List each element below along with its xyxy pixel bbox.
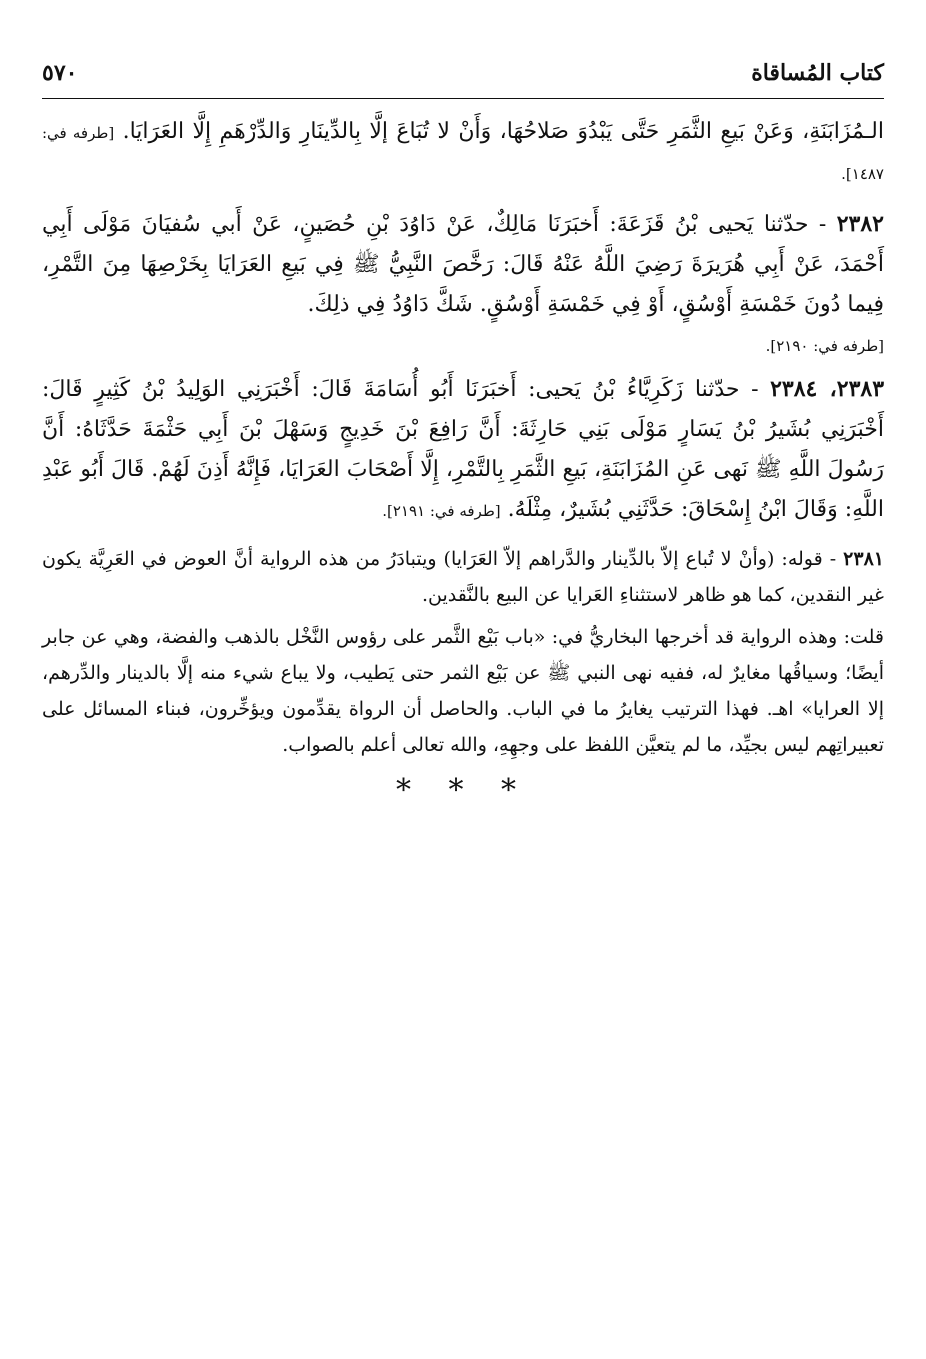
cross-reference: [طرفه في: ٢١٩١]. <box>382 502 501 520</box>
hadith-text: - حدّثنا زَكَرِيَّاءُ بْنُ يَحيى: أَخبَرَنَا أَبُو أُسَامَةَ قَالَ: أَخْبَرَنِي الوَلِيدُ بْنُ كَثِيرٍ قَالَ: أَخْبَرَنِي بُشَيرُ بْنُ يَسَارٍ مَوْلَى بَنِي حَارِثَةَ: أَنَّ رَافِعَ بْنَ خَدِيجٍ وَسَهْلَ بْنَ أَبِي حَثْمَةَ حَدَّثَاهُ: أَنَّ رَسُولَ اللَّهِ ﷺ نَهى عَنِ المُزَابَنَةِ، بَيعِ الثَّمَرِ بِالتَّمْرِ، إِلَّا أَصْحَابَ العَرَايَا، فَإِنَّهُ أَذِنَ لَهُمْ. قَالَ أَبُو عَبْدِ اللَّهِ: وَقَالَ ابْنُ إِسْحَاقَ: حَدَّثَنِي بُشَيرٌ، مِثْلَهُ. <box>42 377 884 522</box>
commentary-paragraph <box>42 619 884 763</box>
hadith-number: ٢٣٨٢ <box>836 211 884 237</box>
commentary-text: - قوله: (وأنْ لا تُباع إلاّ بالدِّينار والدَّراهم إلاّ العَرَايا) ويتبادَرُ من هذه الرواية أنَّ العوض في العَرِيَّة يكون غير النقدين، كما هو ظاهر لاستثناءِ العَرايا عن البيع بالنَّقدين. <box>42 548 884 606</box>
hadith-paragraph <box>42 204 884 325</box>
commentary-number: ٢٣٨١ <box>843 548 884 570</box>
page-header <box>42 58 884 99</box>
hadith-text: - حدّثنا يَحيى بْنُ قَزَعَةَ: أَخبَرَنَا مَالِكٌ، عَنْ دَاوُدَ بْنِ حُصَينٍ، عَنْ أَبي سُفيَانَ مَوْلَى أَبِي أَحْمَدَ، عَنْ أَبِي هُرَيرَةَ رَضِيَ اللَّهُ عَنْهُ قَالَ: رَخَّصَ النَّبِيُّ ﷺ فِي بَيعِ العَرَايَا بِخَرْصِهَا مِنَ التَّمْرِ، فِيما دُونَ خَمْسَةِ أَوْسُقٍ، أَوْ فِي خَمْسَةِ أَوْسُقٍ. شَكَّ دَاوُدُ فِي ذلِكَ. <box>42 212 884 317</box>
section-separator: * * * <box>395 773 531 808</box>
hadith-number: ٢٣٨٣، ٢٣٨٤ <box>770 376 885 402</box>
cross-reference: [طرفه في: ١٤٨٧]. <box>42 124 884 183</box>
page-content <box>42 112 884 808</box>
hadith-text: الـمُزَابَنَةِ، وَعَنْ بَيعِ الثَّمَرِ حَتَّى يَبْدُوَ صَلاحُهَا، وَأَنْ لا تُبَاعَ إلَّا بِالدِّينَارِ وَالدِّرْهَمِ إِلَّا العَرَايَا. <box>122 119 885 144</box>
page-number: ٥٧٠ <box>42 60 78 86</box>
hadith-paragraph <box>42 112 884 194</box>
book-title: كتاب المُساقاة <box>751 60 884 86</box>
commentary-paragraph <box>42 541 884 613</box>
cross-reference: [طرفه في: ٢١٩٠]. <box>765 337 884 355</box>
hadith-paragraph <box>42 369 884 531</box>
commentary-text: قلت: وهذه الرواية قد أخرجها البخاريُّ في: «باب بَيْع الثَّمر على رؤوس النَّخْل بالذهب والفضة، وهي عن جابر أيضًا؛ وسياقُها مغايرٌ له، ففيه نهى النبي ﷺ عن بَيْع الثمر حتى يَطيب، ولا يباع شيء منه إلَّا بالدينار والدِّرهم، إلا العرايا» اهـ. فهذا الترتيب يغايرُ ما في الباب. والحاصل أن الرواة يقدِّمون ويؤخِّرون، فبناء المسائل على تعبيراتِهم ليس بجيِّد، ما لم يتعيَّن اللفظ على وجهِهِ، والله تعالى أعلم بالصواب. <box>42 626 884 756</box>
